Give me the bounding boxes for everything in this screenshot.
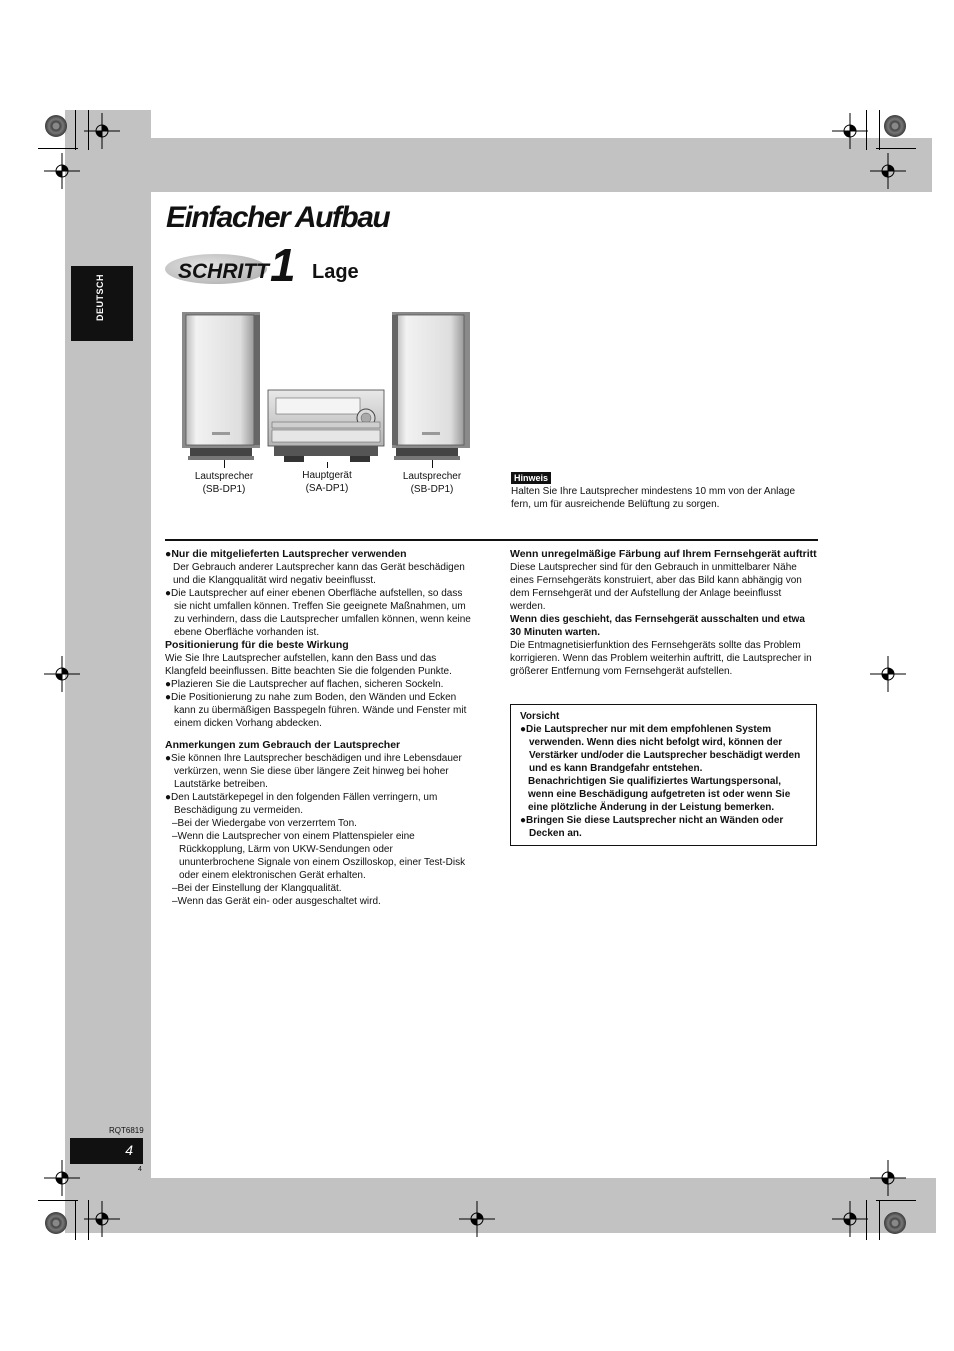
paragraph: Diese Lautsprecher sind für den Gebrauch in unmittelbarer Nähe eines Fernsehgeräts konstruiert, aber das Bild kann abhängig von dem Fernsehgerät und der Aufstellung der Anlage beeinflusst werden.: [510, 562, 802, 612]
caption-model: (SA-DP1): [305, 483, 349, 494]
footer-page-number: 4: [138, 1166, 142, 1173]
caption-main-unit: [282, 469, 372, 495]
bottom-band: [151, 1178, 936, 1233]
crop-mark: [879, 110, 880, 150]
registration-disc-icon: [884, 1212, 906, 1234]
language-tab-label: DEUTSCH: [95, 273, 105, 321]
caption-model: (SB-DP1): [202, 484, 246, 495]
registration-crosshair-icon: [44, 656, 80, 692]
bullet-text: Die Lautsprecher nur mit dem empfohlenen System verwenden. Wenn dies nicht befolgt wird, können der Verstärker und/oder die Lautsprecher beschädigt werden und es kann Brandgefahr entstehen.: [526, 724, 801, 774]
registration-crosshair-icon: [832, 1201, 868, 1237]
page-number: 4: [125, 1142, 133, 1158]
leader-line: [327, 462, 328, 468]
section-heading: Wenn unregelmäßige Färbung auf Ihrem Fernsehgerät auftritt: [510, 548, 817, 560]
heading-text: Nur die mitgelieferten Lautsprecher verwenden: [171, 548, 407, 560]
paragraph: Der Gebrauch anderer Lautsprecher kann das Gerät beschädigen und die Klangqualität wird negativ beeinflusst.: [173, 562, 465, 586]
caution-paragraph: Benachrichtigen Sie qualifiziertes Wartungspersonal, wenn eine Beschädigung aufgetreten ist oder wenn Sie eine plötzliche Änderung in der Leistung bemerken.: [528, 776, 791, 813]
crop-mark: [876, 1200, 916, 1201]
registration-crosshair-icon: [832, 113, 868, 149]
bullet-text: Die Positionierung zu nahe zum Boden, den Wänden und Ecken kann zu übermäßigen Basspegeln führen. Wände und Fenster mit einem dicken Vorhang abdecken.: [171, 692, 467, 729]
bullet-item: ●Sie können Ihre Lautsprecher beschädigen und ihre Lebensdauer verkürzen, wenn Sie diese über längere Zeit hinweg bei hoher Lautstärke betreiben.: [165, 753, 462, 790]
bullet-text: Bringen Sie diese Lautsprecher nicht an Wänden oder Decken an.: [526, 815, 784, 839]
bullet-item: ●Plazieren Sie die Lautsprecher auf flachen, sicheren Sockeln.: [165, 679, 444, 690]
caption-left-speaker: [179, 470, 269, 496]
bold-paragraph: Wenn dies geschieht, das Fernsehgerät ausschalten und etwa 30 Minuten warten.: [510, 614, 805, 638]
leader-line: [224, 460, 225, 468]
leader-line: [432, 460, 433, 468]
registration-crosshair-icon: [44, 1160, 80, 1196]
paragraph: Wie Sie Ihre Lautsprecher aufstellen, kann den Bass und das Klangfeld beeinflussen. Bitte beachten Sie die folgenden Punkte.: [165, 653, 452, 677]
note-text: Halten Sie Ihre Lautsprecher mindestens 10 mm von der Anlage fern, um für ausreichende Belüftung zu sorgen.: [511, 486, 796, 510]
section-heading: ●Nur die mitgelieferten Lautsprecher verwenden: [165, 548, 407, 560]
caution-content: [520, 710, 808, 840]
dash-item: –Bei der Einstellung der Klangqualität.: [172, 883, 342, 894]
caption-model: (SB-DP1): [410, 484, 454, 495]
step-number: 1: [270, 239, 296, 291]
caption-label: Lautsprecher: [194, 471, 254, 482]
top-band: [151, 138, 932, 192]
bullet-item: ●Die Lautsprecher auf einer ebenen Oberfläche aufstellen, so dass sie nicht umfallen können. Treffen Sie geeignete Maßnahmen, um zu verhindern, dass die Lautsprecher umfallen können, wenn keine ebene Oberfläche vorhanden ist.: [165, 588, 471, 638]
crop-mark: [75, 110, 76, 150]
bullet-text: Den Lautstärkepegel in den folgenden Fällen verringern, um Beschädigung zu vermeiden.: [171, 792, 438, 816]
document-code: RQT6819: [109, 1126, 144, 1135]
caution-box: [510, 704, 817, 846]
step-word: SCHRITT: [178, 260, 269, 283]
crop-mark: [879, 1200, 880, 1240]
paragraph: Die Entmagnetisierfunktion des Fernsehgeräts sollte das Problem korrigieren. Wenn das Problem weiterhin auftritt, die Lautsprecher in größerer Entfernung vom Fernsehgerät aufstellen.: [510, 640, 812, 677]
left-column: [165, 548, 471, 908]
bullet-text: Sie können Ihre Lautsprecher beschädigen und ihre Lebensdauer verkürzen, wenn Sie diese über längere Zeit hinweg bei hoher Lautstärke betreiben.: [171, 753, 462, 790]
dash-item: –Bei der Wiedergabe von verzerrtem Ton.: [172, 818, 357, 829]
page-title: Einfacher Aufbau: [166, 201, 390, 234]
registration-crosshair-icon: [870, 1160, 906, 1196]
crop-mark: [38, 1200, 78, 1201]
product-illustration: [178, 310, 478, 470]
crop-mark: [38, 148, 78, 149]
caption-right-speaker: [387, 470, 477, 496]
dash-item: –Wenn die Lautsprecher von einem Plattenspieler eine Rückkopplung, Lärm von UKW-Sendungen oder ununterbrochene Signale von einem Oszilloskop, einer Test-Disk oder einem elektronischen Gerät erhalten.: [172, 831, 466, 881]
section-heading: Positionierung für die beste Wirkung: [165, 639, 349, 651]
registration-disc-icon: [45, 1212, 67, 1234]
page-number-tab: [70, 1138, 143, 1164]
section-heading: Anmerkungen zum Gebrauch der Lautsprecher: [165, 739, 401, 751]
section-divider: [165, 539, 818, 541]
language-tab: [71, 266, 133, 341]
registration-crosshair-icon: [44, 153, 80, 189]
registration-crosshair-icon: [84, 1201, 120, 1237]
crop-mark: [876, 148, 916, 149]
registration-disc-icon: [45, 115, 67, 137]
caption-label: Hauptgerät: [302, 470, 352, 481]
bullet-item: ●Die Positionierung zu nahe zum Boden, den Wänden und Ecken kann zu übermäßigen Basspegeln führen. Wände und Fenster mit einem dicken Vorhang abdecken.: [165, 692, 467, 729]
step-topic: Lage: [312, 261, 359, 283]
note-badge: Hinweis: [511, 472, 551, 484]
dash-item: –Wenn das Gerät ein- oder ausgeschaltet wird.: [172, 896, 381, 907]
registration-crosshair-icon: [870, 153, 906, 189]
bullet-text: Die Lautsprecher auf einer ebenen Oberfläche aufstellen, so dass sie nicht umfallen können. Treffen Sie geeignete Maßnahmen, um zu verhindern, dass die Lautsprecher umfallen können, wenn keine ebene Oberfläche vorhanden ist.: [171, 588, 471, 638]
caption-label: Lautsprecher: [402, 471, 462, 482]
registration-crosshair-icon: [870, 656, 906, 692]
crop-mark: [75, 1200, 76, 1240]
right-column: [510, 548, 818, 678]
caution-bullet: ●Bringen Sie diese Lautsprecher nicht an Wänden oder Decken an.: [520, 815, 784, 839]
registration-disc-icon: [884, 115, 906, 137]
registration-crosshair-icon: [459, 1201, 495, 1237]
bullet-item: ●Den Lautstärkepegel in den folgenden Fällen verringern, um Beschädigung zu vermeiden.: [165, 792, 438, 816]
bullet-text: Plazieren Sie die Lautsprecher auf flachen, sicheren Sockeln.: [171, 679, 444, 690]
caution-title: Vorsicht: [520, 711, 560, 722]
caution-bullet: ●Die Lautsprecher nur mit dem empfohlenen System verwenden. Wenn dies nicht befolgt wird, können der Verstärker und/oder die Lautsprecher beschädigt werden und es kann Brandgefahr entstehen.: [520, 724, 801, 774]
registration-crosshair-icon: [84, 113, 120, 149]
